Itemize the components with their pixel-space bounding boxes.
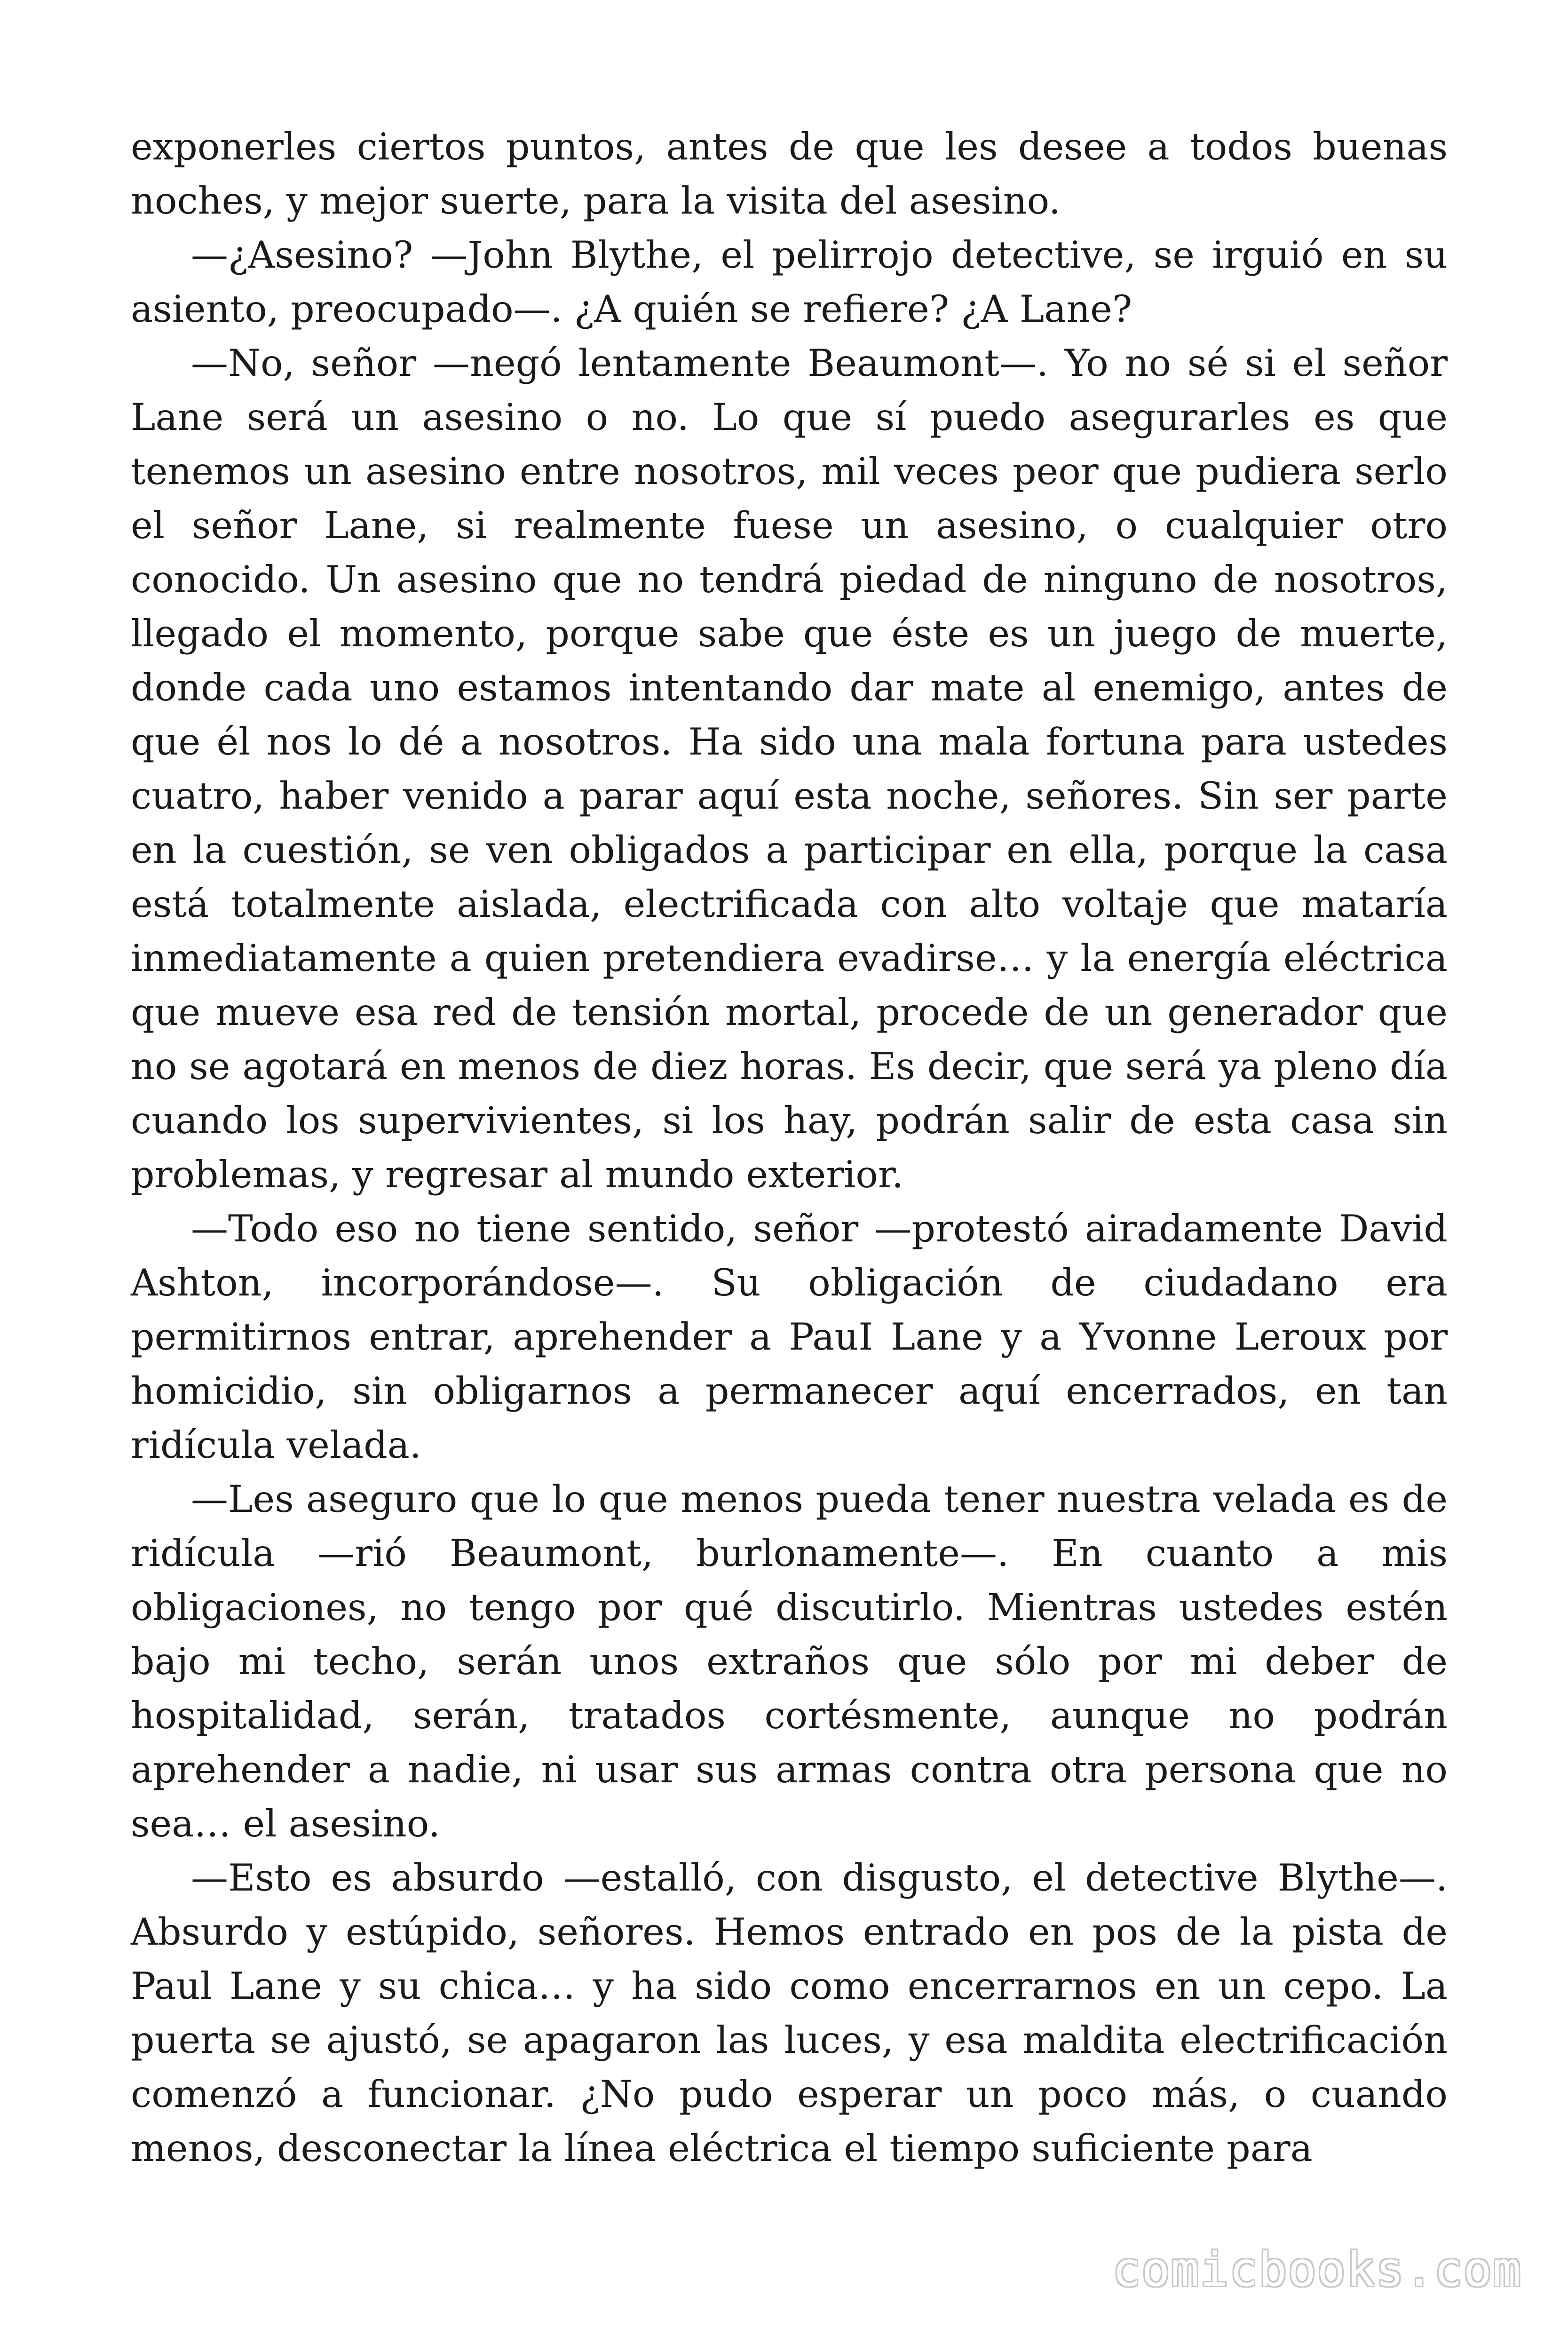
watermark: comicbooks.com bbox=[1112, 2242, 1522, 2297]
paragraph-3: —No, señor —negó lentamente Beaumont—. Yo no sé si el señor Lane será un asesino o no. Lo que sí puedo asegurarles es que tenemos un asesino entre nosotros, mil veces peor que pudiera serlo el señor Lane, si realmente fuese un asesino, o cualquier otro conocido. Un asesino que no tendrá piedad de ninguno de nosotros, llegado el momento, porque sabe que éste es un juego de muerte, donde cada uno estamos intentando dar mate al enemigo, antes de que él nos lo dé a nosotros. Ha sido una mala fortuna para ustedes cuatro, haber venido a parar aquí esta noche, señores. Sin ser parte en la cuestión, se ven obligados a participar en ella, porque la casa está totalmente aislada, electrificada con alto voltaje que mataría inmediatamente a quien pretendiera evadirse… y la energía eléctrica que mueve esa red de tensión mortal, procede de un generador que no se agotará en menos de diez horas. Es decir, que será ya pleno día cuando los supervivientes, si los hay, podrán salir de esta casa sin problemas, y regresar al mundo exterior. bbox=[131, 342, 1448, 1196]
paragraph-5: —Les aseguro que lo que menos pueda tener nuestra velada es de ridícula —rió Beaumont, burlonamente—. En cuanto a mis obligaciones, no tengo por qué discutirlo. Mientras ustedes estén bajo mi techo, serán unos extraños que sólo por mi deber de hospitalidad, serán, tratados cortésmente, aunque no podrán aprehender a nadie, ni usar sus armas contra otra persona que no sea… el asesino. bbox=[131, 1478, 1448, 1845]
paragraph-4: —Todo eso no tiene sentido, señor —protestó airadamente David Ashton, incorporándose—. Su obligación de ciudadano era permitirnos entrar, aprehender a PauI Lane y a Yvonne Leroux por homicidio, sin obligarnos a permanecer aquí encerrados, en tan ridícula velada. bbox=[131, 1207, 1448, 1467]
body-text bbox=[131, 120, 1448, 2176]
paragraph-2: —¿Asesino? —John Blythe, el pelirrojo detective, se irguió en su asiento, preocupado—. ¿A quién se refiere? ¿A Lane? bbox=[131, 233, 1448, 331]
paragraph-6: —Esto es absurdo —estalló, con disgusto, el detective Blythe—. Absurdo y estúpido, señores. Hemos entrado en pos de la pista de Paul Lane y su chica… y ha sido como encerrarnos en un cepo. La puerta se ajustó, se apagaron las luces, y esa maldita electrificación comenzó a funcionar. ¿No pudo esperar un poco más, o cuando menos, desconectar la línea eléctrica el tiempo suficiente para bbox=[131, 1856, 1448, 2170]
paragraph-1: exponerles ciertos puntos, antes de que les desee a todos buenas noches, y mejor suerte, para la visita del asesino. bbox=[131, 125, 1448, 222]
